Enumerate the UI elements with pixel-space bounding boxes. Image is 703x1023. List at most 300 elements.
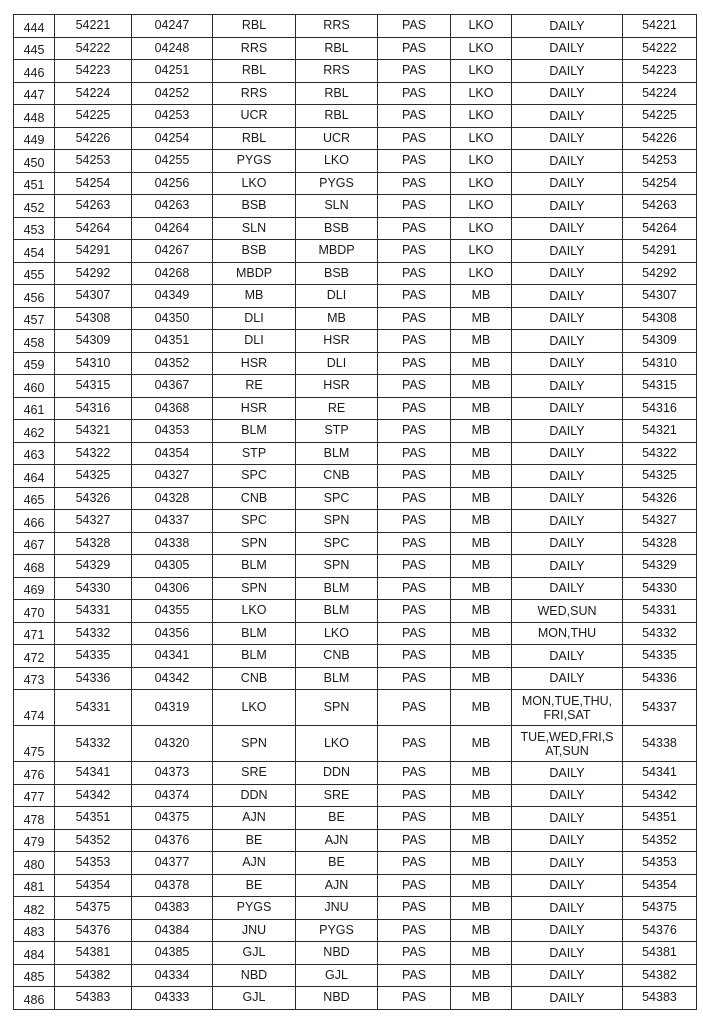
days-of-run-cell: DAILY bbox=[512, 195, 623, 218]
from-station-cell: LKO bbox=[213, 690, 296, 726]
serial-number-cell: 469 bbox=[14, 577, 55, 600]
serial-number-cell: 452 bbox=[14, 195, 55, 218]
old-train-number-cell: 54309 bbox=[55, 330, 132, 353]
new-train-number-cell: 04352 bbox=[132, 352, 213, 375]
division-cell: MB bbox=[451, 307, 512, 330]
from-station-cell: PYGS bbox=[213, 150, 296, 173]
table-row bbox=[14, 352, 697, 375]
serial-number-cell: 461 bbox=[14, 397, 55, 420]
reference-number-cell: 54310 bbox=[623, 352, 697, 375]
new-train-number-cell: 04384 bbox=[132, 919, 213, 942]
from-station-cell: DLI bbox=[213, 307, 296, 330]
table-row bbox=[14, 127, 697, 150]
train-type-cell: PAS bbox=[378, 82, 451, 105]
reference-number-cell: 54381 bbox=[623, 942, 697, 965]
from-station-cell: MB bbox=[213, 285, 296, 308]
to-station-cell: SRE bbox=[296, 784, 378, 807]
reference-number-cell: 54327 bbox=[623, 510, 697, 533]
new-train-number-cell: 04333 bbox=[132, 987, 213, 1010]
table-row bbox=[14, 762, 697, 785]
train-type-cell: PAS bbox=[378, 37, 451, 60]
old-train-number-cell: 54326 bbox=[55, 487, 132, 510]
table-row bbox=[14, 465, 697, 488]
division-cell: MB bbox=[451, 420, 512, 443]
to-station-cell: SPC bbox=[296, 532, 378, 555]
table-row bbox=[14, 555, 697, 578]
new-train-number-cell: 04374 bbox=[132, 784, 213, 807]
division-cell: MB bbox=[451, 465, 512, 488]
reference-number-cell: 54353 bbox=[623, 852, 697, 875]
new-train-number-cell: 04337 bbox=[132, 510, 213, 533]
train-type-cell: PAS bbox=[378, 217, 451, 240]
days-of-run-cell: DAILY bbox=[512, 262, 623, 285]
table-row bbox=[14, 987, 697, 1010]
old-train-number-cell: 54336 bbox=[55, 667, 132, 690]
old-train-number-cell: 54332 bbox=[55, 726, 132, 762]
to-station-cell: BLM bbox=[296, 577, 378, 600]
reference-number-cell: 54254 bbox=[623, 172, 697, 195]
train-type-cell: PAS bbox=[378, 667, 451, 690]
reference-number-cell: 54224 bbox=[623, 82, 697, 105]
from-station-cell: BLM bbox=[213, 645, 296, 668]
reference-number-cell: 54382 bbox=[623, 964, 697, 987]
reference-number-cell: 54263 bbox=[623, 195, 697, 218]
days-of-run-cell: DAILY bbox=[512, 942, 623, 965]
division-cell: MB bbox=[451, 726, 512, 762]
days-of-run-cell: DAILY bbox=[512, 487, 623, 510]
table-row bbox=[14, 217, 697, 240]
new-train-number-cell: 04351 bbox=[132, 330, 213, 353]
from-station-cell: LKO bbox=[213, 600, 296, 623]
division-cell: MB bbox=[451, 987, 512, 1010]
table-row bbox=[14, 942, 697, 965]
division-cell: LKO bbox=[451, 172, 512, 195]
train-type-cell: PAS bbox=[378, 852, 451, 875]
reference-number-cell: 54383 bbox=[623, 987, 697, 1010]
days-of-run-cell: DAILY bbox=[512, 240, 623, 263]
days-of-run-cell: DAILY bbox=[512, 807, 623, 830]
to-station-cell: LKO bbox=[296, 150, 378, 173]
new-train-number-cell: 04354 bbox=[132, 442, 213, 465]
train-type-cell: PAS bbox=[378, 397, 451, 420]
new-train-number-cell: 04327 bbox=[132, 465, 213, 488]
old-train-number-cell: 54310 bbox=[55, 352, 132, 375]
new-train-number-cell: 04248 bbox=[132, 37, 213, 60]
division-cell: LKO bbox=[451, 82, 512, 105]
table-row bbox=[14, 420, 697, 443]
train-type-cell: PAS bbox=[378, 375, 451, 398]
serial-number-cell: 453 bbox=[14, 217, 55, 240]
days-of-run-cell: DAILY bbox=[512, 784, 623, 807]
table-row bbox=[14, 622, 697, 645]
to-station-cell: SLN bbox=[296, 195, 378, 218]
division-cell: MB bbox=[451, 487, 512, 510]
new-train-number-cell: 04251 bbox=[132, 60, 213, 83]
new-train-number-cell: 04342 bbox=[132, 667, 213, 690]
serial-number-cell: 458 bbox=[14, 330, 55, 353]
new-train-number-cell: 04350 bbox=[132, 307, 213, 330]
train-type-cell: PAS bbox=[378, 285, 451, 308]
from-station-cell: GJL bbox=[213, 942, 296, 965]
table-row bbox=[14, 690, 697, 726]
train-type-cell: PAS bbox=[378, 897, 451, 920]
days-of-run-cell: DAILY bbox=[512, 105, 623, 128]
old-train-number-cell: 54263 bbox=[55, 195, 132, 218]
new-train-number-cell: 04305 bbox=[132, 555, 213, 578]
serial-number-cell: 480 bbox=[14, 852, 55, 875]
from-station-cell: BLM bbox=[213, 420, 296, 443]
days-of-run-cell: DAILY bbox=[512, 987, 623, 1010]
serial-number-cell: 446 bbox=[14, 60, 55, 83]
train-type-cell: PAS bbox=[378, 600, 451, 623]
table-row bbox=[14, 784, 697, 807]
division-cell: LKO bbox=[451, 240, 512, 263]
to-station-cell: RRS bbox=[296, 15, 378, 38]
reference-number-cell: 54307 bbox=[623, 285, 697, 308]
train-type-cell: PAS bbox=[378, 577, 451, 600]
serial-number-cell: 474 bbox=[14, 690, 55, 726]
new-train-number-cell: 04256 bbox=[132, 172, 213, 195]
days-of-run-cell: DAILY bbox=[512, 465, 623, 488]
table-row bbox=[14, 600, 697, 623]
reference-number-cell: 54321 bbox=[623, 420, 697, 443]
from-station-cell: UCR bbox=[213, 105, 296, 128]
from-station-cell: SLN bbox=[213, 217, 296, 240]
old-train-number-cell: 54353 bbox=[55, 852, 132, 875]
train-type-cell: PAS bbox=[378, 942, 451, 965]
days-of-run-cell: MON,THU bbox=[512, 622, 623, 645]
table-row bbox=[14, 82, 697, 105]
serial-number-cell: 464 bbox=[14, 465, 55, 488]
division-cell: MB bbox=[451, 667, 512, 690]
table-row bbox=[14, 172, 697, 195]
train-type-cell: PAS bbox=[378, 987, 451, 1010]
reference-number-cell: 54341 bbox=[623, 762, 697, 785]
days-of-run-cell: DAILY bbox=[512, 330, 623, 353]
table-row bbox=[14, 105, 697, 128]
to-station-cell: RRS bbox=[296, 60, 378, 83]
serial-number-cell: 462 bbox=[14, 420, 55, 443]
old-train-number-cell: 54382 bbox=[55, 964, 132, 987]
to-station-cell: RBL bbox=[296, 82, 378, 105]
division-cell: MB bbox=[451, 690, 512, 726]
serial-number-cell: 486 bbox=[14, 987, 55, 1010]
days-of-run-cell: DAILY bbox=[512, 667, 623, 690]
to-station-cell: SPN bbox=[296, 555, 378, 578]
train-type-cell: PAS bbox=[378, 807, 451, 830]
from-station-cell: CNB bbox=[213, 487, 296, 510]
new-train-number-cell: 04320 bbox=[132, 726, 213, 762]
from-station-cell: SPN bbox=[213, 577, 296, 600]
train-type-cell: PAS bbox=[378, 622, 451, 645]
reference-number-cell: 54352 bbox=[623, 829, 697, 852]
train-type-cell: PAS bbox=[378, 645, 451, 668]
division-cell: MB bbox=[451, 532, 512, 555]
reference-number-cell: 54375 bbox=[623, 897, 697, 920]
to-station-cell: BE bbox=[296, 807, 378, 830]
old-train-number-cell: 54224 bbox=[55, 82, 132, 105]
days-of-run-cell: DAILY bbox=[512, 897, 623, 920]
division-cell: MB bbox=[451, 397, 512, 420]
to-station-cell: BLM bbox=[296, 442, 378, 465]
reference-number-cell: 54335 bbox=[623, 645, 697, 668]
table-row bbox=[14, 375, 697, 398]
table-row bbox=[14, 262, 697, 285]
train-type-cell: PAS bbox=[378, 510, 451, 533]
new-train-number-cell: 04253 bbox=[132, 105, 213, 128]
serial-number-cell: 476 bbox=[14, 762, 55, 785]
new-train-number-cell: 04328 bbox=[132, 487, 213, 510]
serial-number-cell: 483 bbox=[14, 919, 55, 942]
division-cell: MB bbox=[451, 852, 512, 875]
table-row bbox=[14, 919, 697, 942]
old-train-number-cell: 54342 bbox=[55, 784, 132, 807]
reference-number-cell: 54338 bbox=[623, 726, 697, 762]
table-row bbox=[14, 442, 697, 465]
division-cell: LKO bbox=[451, 15, 512, 38]
old-train-number-cell: 54352 bbox=[55, 829, 132, 852]
old-train-number-cell: 54222 bbox=[55, 37, 132, 60]
old-train-number-cell: 54341 bbox=[55, 762, 132, 785]
new-train-number-cell: 04267 bbox=[132, 240, 213, 263]
days-of-run-cell: DAILY bbox=[512, 150, 623, 173]
table-row bbox=[14, 60, 697, 83]
to-station-cell: DDN bbox=[296, 762, 378, 785]
old-train-number-cell: 54351 bbox=[55, 807, 132, 830]
division-cell: MB bbox=[451, 897, 512, 920]
serial-number-cell: 471 bbox=[14, 622, 55, 645]
reference-number-cell: 54222 bbox=[623, 37, 697, 60]
from-station-cell: SRE bbox=[213, 762, 296, 785]
days-of-run-cell: DAILY bbox=[512, 532, 623, 555]
to-station-cell: CNB bbox=[296, 645, 378, 668]
serial-number-cell: 467 bbox=[14, 532, 55, 555]
days-of-run-cell: DAILY bbox=[512, 964, 623, 987]
from-station-cell: RRS bbox=[213, 37, 296, 60]
to-station-cell: BLM bbox=[296, 667, 378, 690]
old-train-number-cell: 54325 bbox=[55, 465, 132, 488]
table-row bbox=[14, 487, 697, 510]
old-train-number-cell: 54327 bbox=[55, 510, 132, 533]
reference-number-cell: 54354 bbox=[623, 874, 697, 897]
reference-number-cell: 54329 bbox=[623, 555, 697, 578]
from-station-cell: MBDP bbox=[213, 262, 296, 285]
reference-number-cell: 54336 bbox=[623, 667, 697, 690]
to-station-cell: LKO bbox=[296, 726, 378, 762]
old-train-number-cell: 54315 bbox=[55, 375, 132, 398]
division-cell: MB bbox=[451, 510, 512, 533]
from-station-cell: RBL bbox=[213, 15, 296, 38]
from-station-cell: BLM bbox=[213, 555, 296, 578]
days-of-run-cell: DAILY bbox=[512, 375, 623, 398]
reference-number-cell: 54309 bbox=[623, 330, 697, 353]
from-station-cell: GJL bbox=[213, 987, 296, 1010]
division-cell: MB bbox=[451, 285, 512, 308]
old-train-number-cell: 54330 bbox=[55, 577, 132, 600]
new-train-number-cell: 04377 bbox=[132, 852, 213, 875]
days-of-run-cell: DAILY bbox=[512, 217, 623, 240]
division-cell: LKO bbox=[451, 217, 512, 240]
table-row bbox=[14, 897, 697, 920]
old-train-number-cell: 54381 bbox=[55, 942, 132, 965]
new-train-number-cell: 04385 bbox=[132, 942, 213, 965]
old-train-number-cell: 54321 bbox=[55, 420, 132, 443]
train-type-cell: PAS bbox=[378, 829, 451, 852]
to-station-cell: HSR bbox=[296, 330, 378, 353]
new-train-number-cell: 04373 bbox=[132, 762, 213, 785]
old-train-number-cell: 54316 bbox=[55, 397, 132, 420]
reference-number-cell: 54376 bbox=[623, 919, 697, 942]
days-of-run-cell: DAILY bbox=[512, 397, 623, 420]
to-station-cell: UCR bbox=[296, 127, 378, 150]
serial-number-cell: 479 bbox=[14, 829, 55, 852]
new-train-number-cell: 04254 bbox=[132, 127, 213, 150]
to-station-cell: DLI bbox=[296, 352, 378, 375]
serial-number-cell: 463 bbox=[14, 442, 55, 465]
reference-number-cell: 54225 bbox=[623, 105, 697, 128]
reference-number-cell: 54221 bbox=[623, 15, 697, 38]
days-of-run-cell: MON,TUE,THU, FRI,SAT bbox=[512, 690, 623, 726]
new-train-number-cell: 04368 bbox=[132, 397, 213, 420]
new-train-number-cell: 04338 bbox=[132, 532, 213, 555]
reference-number-cell: 54337 bbox=[623, 690, 697, 726]
from-station-cell: STP bbox=[213, 442, 296, 465]
to-station-cell: LKO bbox=[296, 622, 378, 645]
old-train-number-cell: 54383 bbox=[55, 987, 132, 1010]
to-station-cell: AJN bbox=[296, 829, 378, 852]
new-train-number-cell: 04376 bbox=[132, 829, 213, 852]
serial-number-cell: 473 bbox=[14, 667, 55, 690]
days-of-run-cell: DAILY bbox=[512, 307, 623, 330]
serial-number-cell: 475 bbox=[14, 726, 55, 762]
from-station-cell: SPC bbox=[213, 465, 296, 488]
reference-number-cell: 54331 bbox=[623, 600, 697, 623]
reference-number-cell: 54326 bbox=[623, 487, 697, 510]
serial-number-cell: 478 bbox=[14, 807, 55, 830]
table-row bbox=[14, 645, 697, 668]
from-station-cell: DDN bbox=[213, 784, 296, 807]
serial-number-cell: 466 bbox=[14, 510, 55, 533]
train-type-cell: PAS bbox=[378, 919, 451, 942]
old-train-number-cell: 54331 bbox=[55, 600, 132, 623]
to-station-cell: SPN bbox=[296, 510, 378, 533]
division-cell: MB bbox=[451, 330, 512, 353]
days-of-run-cell: DAILY bbox=[512, 127, 623, 150]
days-of-run-cell: DAILY bbox=[512, 577, 623, 600]
from-station-cell: SPN bbox=[213, 532, 296, 555]
old-train-number-cell: 54291 bbox=[55, 240, 132, 263]
train-type-cell: PAS bbox=[378, 762, 451, 785]
division-cell: MB bbox=[451, 622, 512, 645]
new-train-number-cell: 04353 bbox=[132, 420, 213, 443]
reference-number-cell: 54223 bbox=[623, 60, 697, 83]
days-of-run-cell: DAILY bbox=[512, 420, 623, 443]
old-train-number-cell: 54329 bbox=[55, 555, 132, 578]
days-of-run-cell: DAILY bbox=[512, 15, 623, 38]
serial-number-cell: 481 bbox=[14, 874, 55, 897]
train-type-cell: PAS bbox=[378, 555, 451, 578]
to-station-cell: NBD bbox=[296, 942, 378, 965]
new-train-number-cell: 04247 bbox=[132, 15, 213, 38]
serial-number-cell: 468 bbox=[14, 555, 55, 578]
serial-number-cell: 450 bbox=[14, 150, 55, 173]
days-of-run-cell: DAILY bbox=[512, 874, 623, 897]
to-station-cell: CNB bbox=[296, 465, 378, 488]
from-station-cell: BSB bbox=[213, 240, 296, 263]
old-train-number-cell: 54226 bbox=[55, 127, 132, 150]
from-station-cell: RBL bbox=[213, 60, 296, 83]
to-station-cell: BSB bbox=[296, 262, 378, 285]
division-cell: MB bbox=[451, 784, 512, 807]
serial-number-cell: 451 bbox=[14, 172, 55, 195]
serial-number-cell: 477 bbox=[14, 784, 55, 807]
reference-number-cell: 54342 bbox=[623, 784, 697, 807]
train-type-cell: PAS bbox=[378, 15, 451, 38]
to-station-cell: MBDP bbox=[296, 240, 378, 263]
serial-number-cell: 445 bbox=[14, 37, 55, 60]
table-row bbox=[14, 577, 697, 600]
reference-number-cell: 54328 bbox=[623, 532, 697, 555]
old-train-number-cell: 54307 bbox=[55, 285, 132, 308]
train-type-cell: PAS bbox=[378, 195, 451, 218]
division-cell: MB bbox=[451, 807, 512, 830]
division-cell: MB bbox=[451, 577, 512, 600]
train-type-cell: PAS bbox=[378, 532, 451, 555]
new-train-number-cell: 04263 bbox=[132, 195, 213, 218]
days-of-run-cell: DAILY bbox=[512, 919, 623, 942]
division-cell: MB bbox=[451, 352, 512, 375]
old-train-number-cell: 54292 bbox=[55, 262, 132, 285]
new-train-number-cell: 04319 bbox=[132, 690, 213, 726]
to-station-cell: STP bbox=[296, 420, 378, 443]
train-type-cell: PAS bbox=[378, 465, 451, 488]
to-station-cell: PYGS bbox=[296, 919, 378, 942]
division-cell: LKO bbox=[451, 150, 512, 173]
days-of-run-cell: DAILY bbox=[512, 172, 623, 195]
train-schedule-table bbox=[13, 14, 697, 1010]
old-train-number-cell: 54375 bbox=[55, 897, 132, 920]
from-station-cell: BLM bbox=[213, 622, 296, 645]
days-of-run-cell: WED,SUN bbox=[512, 600, 623, 623]
serial-number-cell: 459 bbox=[14, 352, 55, 375]
new-train-number-cell: 04255 bbox=[132, 150, 213, 173]
table-row bbox=[14, 532, 697, 555]
train-type-cell: PAS bbox=[378, 307, 451, 330]
serial-number-cell: 484 bbox=[14, 942, 55, 965]
division-cell: MB bbox=[451, 874, 512, 897]
old-train-number-cell: 54332 bbox=[55, 622, 132, 645]
reference-number-cell: 54316 bbox=[623, 397, 697, 420]
table-row bbox=[14, 964, 697, 987]
new-train-number-cell: 04367 bbox=[132, 375, 213, 398]
serial-number-cell: 465 bbox=[14, 487, 55, 510]
old-train-number-cell: 54376 bbox=[55, 919, 132, 942]
table-row bbox=[14, 330, 697, 353]
days-of-run-cell: DAILY bbox=[512, 60, 623, 83]
train-type-cell: PAS bbox=[378, 330, 451, 353]
days-of-run-cell: DAILY bbox=[512, 829, 623, 852]
reference-number-cell: 54308 bbox=[623, 307, 697, 330]
division-cell: MB bbox=[451, 645, 512, 668]
train-type-cell: PAS bbox=[378, 240, 451, 263]
new-train-number-cell: 04268 bbox=[132, 262, 213, 285]
division-cell: LKO bbox=[451, 105, 512, 128]
table-row bbox=[14, 15, 697, 38]
serial-number-cell: 482 bbox=[14, 897, 55, 920]
table-row bbox=[14, 150, 697, 173]
table-row bbox=[14, 195, 697, 218]
serial-number-cell: 454 bbox=[14, 240, 55, 263]
